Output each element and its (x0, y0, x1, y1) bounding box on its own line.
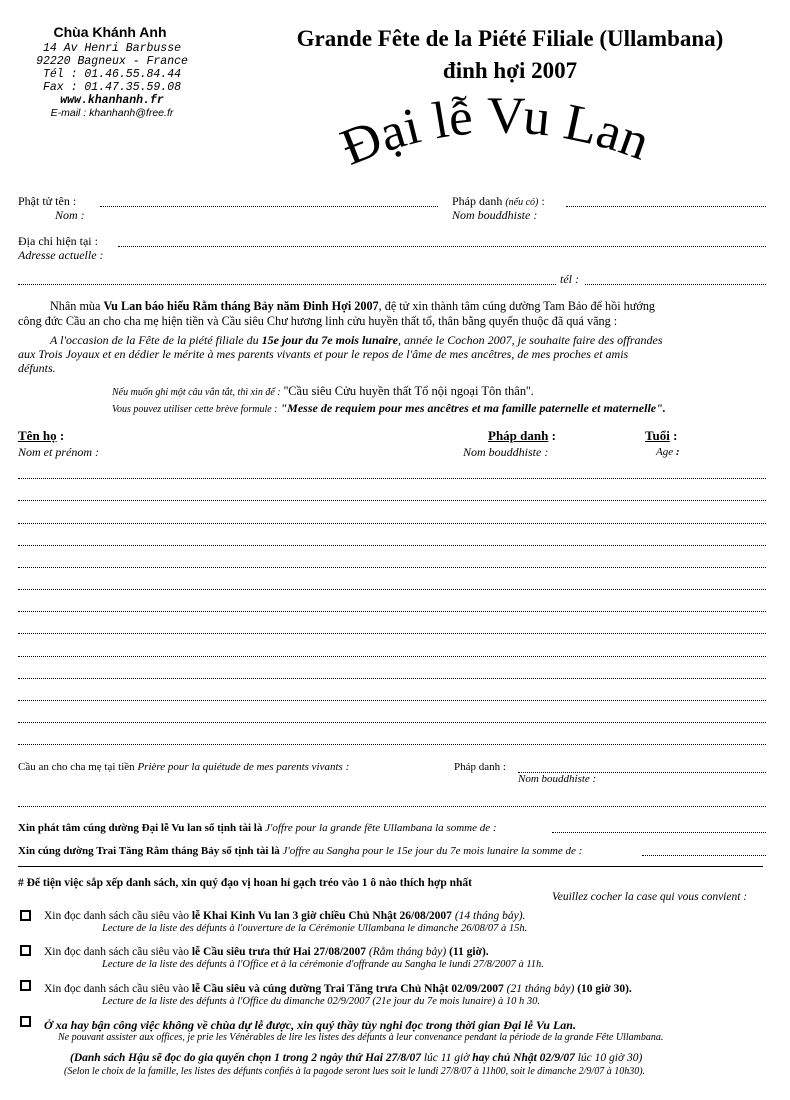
option-3-prefix: Xin đọc danh sách cầu siêu vào (44, 983, 192, 995)
entry-line-1[interactable] (18, 478, 766, 479)
option-3-time: (10 giờ 30). (574, 983, 632, 995)
footer-vi-part1: (Danh sách Hậu sẽ đọc do gia quyến chọn 1 trong 2 ngày thứ Hai 27/8/07 (70, 1052, 421, 1064)
entry-line-12[interactable] (18, 722, 766, 723)
offer-line2-fr: J'offre au Sangha pour le 15e jour du 7e mois lunaire la somme de : (282, 845, 583, 857)
entry-line-13[interactable] (18, 744, 766, 745)
col-age-fr-text: Age (656, 446, 674, 458)
offer-line1-field[interactable] (552, 832, 766, 833)
footer-vi-part4: lúc 10 giờ 30) (574, 1052, 643, 1064)
options-heading-fr: Veuillez cocher la case qui vous convient : (552, 891, 748, 903)
address-field-2[interactable] (18, 284, 556, 285)
pray-label (18, 761, 349, 773)
option-4-checkbox[interactable] (20, 1016, 31, 1027)
option-1-lunar: (14 tháng bảy). (451, 910, 526, 922)
vu-lan-logo-text: Đại lễ Vu Lan (333, 88, 657, 177)
entry-line-3[interactable] (18, 523, 766, 524)
temple-website: www.khanhanh.fr (60, 94, 164, 107)
page-subtitle: đinh hợi 2007 (442, 58, 578, 83)
temple-address-line2: 92220 Bagneux - France (36, 55, 188, 68)
pray-fr: Prière pour la quiétude de mes parents vivants : (137, 761, 350, 773)
option-1-event: lễ Khai Kinh Vu lan 3 giờ chiều Chủ Nhật 26/08/2007 (191, 910, 452, 922)
col-name-vi: Tên họ (18, 428, 57, 443)
dharma-note: (nếu có) (505, 197, 539, 208)
pray-dharma-label: Pháp danh : (454, 761, 506, 773)
entry-line-7[interactable] (18, 611, 766, 612)
col-dharma-vi: Pháp danh (488, 428, 549, 443)
formula-fr (112, 401, 666, 416)
col-name-colon: : (56, 428, 65, 443)
option-4-fr: Ne pouvant assister aux offices, je prie les Vénérables de lire les listes des défunts à leur convenance pendant la période de la grande Fête Ullambana. (58, 1032, 664, 1043)
col-name-fr: Nom et prénom : (18, 445, 99, 459)
dharma-field[interactable] (566, 206, 766, 207)
page-title: Grande Fête de la Piété Filiale (Ullambana) (296, 26, 724, 51)
intro-fr-part1: A l'occasion de la Fête de la piété filiale du (50, 333, 262, 347)
col-dharma-colon: : (548, 428, 556, 443)
formula-vi-text: ''Cầu siêu Cửu huyền thất Tổ nội ngoại Tôn thân''. (280, 384, 534, 398)
intro-vi-part3: , đệ tử xin thành tâm cúng dường Tam Bảo để hồi hướng (378, 299, 656, 313)
entry-line-6[interactable] (18, 589, 766, 590)
entry-line-11[interactable] (18, 700, 766, 701)
option-3-label (44, 983, 632, 995)
option-4-label: Ở xa hay bận công việc không về chùa dự lễ được, xin quý thầy tùy nghi đọc trong thời gian Đại lễ Vu Lan. (44, 1018, 576, 1032)
col-dharma-fr: Nom bouddhiste : (463, 445, 549, 459)
offer-line1-vi: Xin phát tâm cúng dường Đại lễ Vu lan số tịnh tài là (18, 822, 263, 834)
intro-vi-part2: Vu Lan báo hiếu Rằm tháng Bảy năm Đinh Hợi 2007 (103, 299, 379, 313)
svg-text:Đại lễ Vu Lan (333, 88, 656, 177)
vu-lan-logo (320, 88, 680, 198)
formula-vi-prefix: Nếu muốn ghi một câu vắn tắt, thì xin để : (112, 387, 281, 398)
footer-vi-part2: lúc 11 giờ (420, 1052, 473, 1064)
offer-line1-fr: J'offre pour la grande fête Ullambana la somme de : (265, 822, 497, 834)
temple-fax: Fax : 01.47.35.59.08 (42, 81, 182, 94)
temple-phone: Tél : 01.46.55.84.44 (42, 68, 182, 81)
offer-line2-field[interactable] (642, 855, 766, 856)
option-3-checkbox[interactable] (20, 980, 31, 991)
option-1-checkbox[interactable] (20, 910, 31, 921)
col-age-header (645, 428, 677, 444)
formula-fr-prefix: Vous pouvez utiliser cette brève formule : (112, 404, 278, 415)
name-vi-label: Phật tử tên : (18, 194, 77, 208)
pray-dharma-fr-label: Nom bouddhiste : (518, 773, 597, 785)
tel-field[interactable] (585, 284, 766, 285)
intro-fr-part5: défunts. (18, 361, 56, 375)
section-divider (18, 866, 763, 867)
intro-fr (18, 333, 780, 375)
col-name-header (18, 428, 64, 444)
intro-vi (18, 299, 778, 329)
name-fr-label: Nom : (55, 208, 85, 222)
temple-name: Chùa Khánh Anh (53, 24, 167, 40)
entry-line-2[interactable] (18, 500, 766, 501)
option-2-time: (11 giờ). (446, 946, 489, 958)
dharma-fr-label: Nom bouddhiste : (452, 208, 538, 222)
option-2-checkbox[interactable] (20, 945, 31, 956)
intro-vi-part1: Nhân mùa (50, 299, 104, 313)
col-age-fr (656, 446, 680, 458)
entry-line-10[interactable] (18, 678, 766, 679)
footer-fr: (Selon le choix de la famille, les listes des défunts confiés à la pagode seront lues soit le lundi 27/8/07 à 11h00, soit le dimanche 2/9/07 à 10h30). (64, 1066, 646, 1077)
intro-fr-part3: , année le Cochon 2007, je souhaite faire des offrandes (397, 333, 663, 347)
option-3-lunar: (21 tháng bảy) (503, 983, 575, 995)
entry-line-8[interactable] (18, 633, 766, 634)
pray-entry-line[interactable] (18, 806, 766, 807)
options-heading: # Để tiện việc sắp xếp danh sách, xin quý đạo vị hoan hỉ gạch tréo vào 1 ô nào thích hợp nhất (18, 877, 472, 889)
footer-vi (70, 1052, 642, 1064)
option-1-label (44, 910, 525, 922)
dharma-vi-label (452, 194, 545, 209)
offer-line2-vi: Xin cúng dường Trai Tăng Rằm tháng Bảy số tịnh tài là (18, 845, 280, 857)
offer-line1-label (18, 822, 497, 834)
intro-fr-part2: 15e jour du 7e mois lunaire (261, 333, 398, 347)
option-2-prefix: Xin đọc danh sách cầu siêu vào (44, 946, 192, 958)
offer-line2-label (18, 845, 582, 857)
dharma-colon: : (541, 194, 545, 208)
footer-vi-part3: hay chủ Nhật 02/9/07 (472, 1052, 575, 1064)
formula-vi (112, 384, 534, 399)
tel-label: tél : (560, 272, 579, 286)
option-2-label (44, 946, 489, 958)
col-age-vi: Tuổi (645, 428, 670, 443)
option-1-fr: Lecture de la liste des défunts à l'ouverture de la Cérémonie Ullambana le dimanche 26/08/07 à 15h. (102, 923, 528, 934)
temple-contact (22, 42, 202, 120)
formula-fr-text: "Messe de requiem pour mes ancêtres et ma famille paternelle et maternelle". (277, 401, 666, 415)
temple-email: E-mail : khanhanh@free.fr (50, 107, 174, 119)
dharma-vi-text: Pháp danh (452, 194, 503, 208)
option-2-fr: Lecture de la liste des défunts à l'Office et à la cérémonie d'offrande au Sangha le lundi 27/8/2007 à 11h. (102, 959, 544, 970)
option-3-event: lễ Cầu siêu và cúng dường Trai Tăng trưa Chủ Nhật 02/09/2007 (191, 983, 504, 995)
address-field[interactable] (118, 246, 766, 247)
option-3-fr: Lecture de la liste des défunts à l'Office du dimanche 02/9/2007 (21e jour du 7e mois lunaire) à 10 h 30. (102, 996, 541, 1007)
pray-vi: Cầu an cho cha mẹ tại tiền (18, 761, 135, 773)
intro-fr-part4: aux Trois Joyaux et en dédier le mérite à mes parents vivants et pour le repos de l'âme de mes ancêtres, de mes proches et amis (18, 347, 629, 361)
option-2-event: lễ Cầu siêu trưa thứ Hai 27/08/2007 (191, 946, 367, 958)
name-field[interactable] (100, 206, 438, 207)
temple-address-line1: 14 Av Henri Barbusse (42, 42, 182, 55)
col-age-fr-colon: : (673, 446, 680, 458)
entry-line-9[interactable] (18, 656, 766, 657)
intro-vi-part4: công đức Cầu an cho cha mẹ hiện tiền và Cầu siêu Chư hương linh cửu huyền thất tổ, thân bằng quyến thuộc đã quá vãng : (18, 314, 618, 328)
address-fr-label: Adresse actuelle : (18, 248, 104, 262)
col-dharma-header (488, 428, 556, 444)
entry-line-5[interactable] (18, 567, 766, 568)
option-1-prefix: Xin đọc danh sách cầu siêu vào (44, 910, 192, 922)
col-age-colon: : (669, 428, 678, 443)
address-vi-label: Địa chỉ hiện tại : (18, 234, 98, 248)
option-2-lunar: (Rằm tháng bảy) (366, 946, 447, 958)
entry-line-4[interactable] (18, 545, 766, 546)
